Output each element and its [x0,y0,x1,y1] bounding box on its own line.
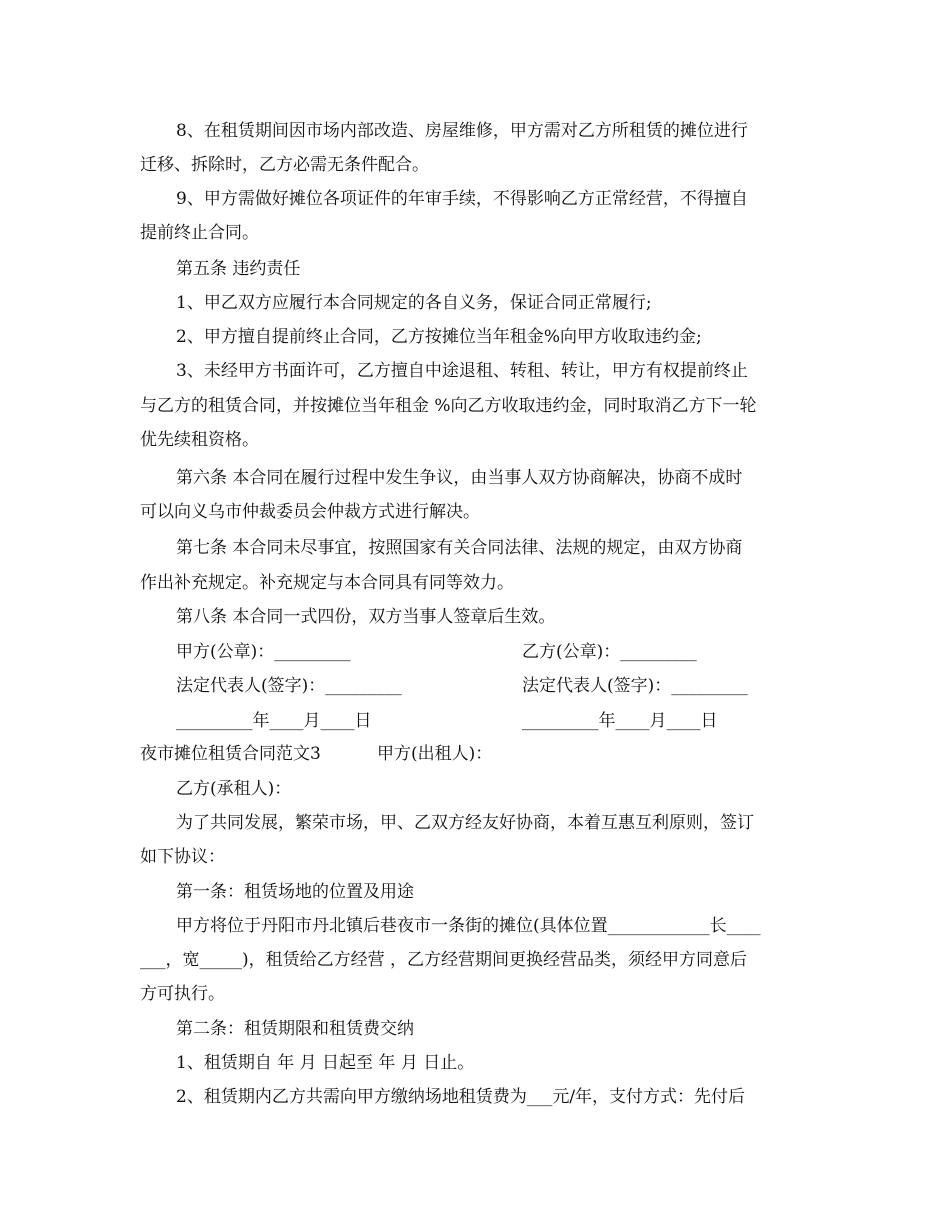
party-a-seal: 甲方(公章)：_________ [176,642,351,662]
text-line: 方可执行。 [140,984,225,1004]
text-line: 如下协议： [140,847,225,867]
text-line: 2、租赁期内乙方共需向甲方缴纳场地租赁费为___元/年，支付方式：先付后 [176,1087,746,1107]
text-line: 甲方将位于丹阳市丹北镇后巷夜市一条街的摊位(具体位置____________长____ [176,916,761,936]
party-a-date: _________年____月____日 [176,711,372,731]
lessor-label: 甲方(出租人)： [377,744,493,764]
party-a-representative: 法定代表人(签字)：_________ [176,676,402,696]
text-line: 第八条 本合同一式四份，双方当事人签章后生效。 [176,607,556,627]
text-line: 迁移、拆除时，乙方必需无条件配合。 [140,155,429,175]
text-line: ___，宽_____)，租赁给乙方经营 ，乙方经营期间更换经营品类，须经甲方同意后 [140,950,748,970]
text-line: 9、甲方需做好摊位各项证件的年审手续，不得影响乙方正常经营，不得擅自 [176,189,748,209]
text-line: 8、在租赁期间因市场内部改造、房屋维修，甲方需对乙方所租赁的摊位进行 [176,121,748,141]
lessee-label: 乙方(承租人)： [176,779,292,799]
text-line: 为了共同发展，繁荣市场，甲、乙双方经友好协商，本着互惠互利原则，签订 [176,813,754,833]
text-line: 第六条 本合同在履行过程中发生争议，由当事人双方协商解决，协商不成时 [176,468,743,488]
text-line: 可以向义乌市仲裁委员会仲裁方式进行解决。 [140,502,480,522]
text-line: 优先续租资格。 [140,430,259,450]
text-line: 2、甲方擅自提前终止合同，乙方按摊位当年租金%向甲方收取违约金; [176,327,702,347]
party-b-date: _________年____月____日 [522,711,718,731]
section-heading: 第五条 违约责任 [176,259,301,279]
text-line: 提前终止合同。 [140,223,259,243]
text-line: 1、甲乙双方应履行本合同规定的各自义务，保证合同正常履行; [176,293,652,313]
section-heading: 第二条：租赁期限和租赁费交纳 [176,1019,414,1039]
contract-heading-3: 夜市摊位租赁合同范文3 [140,744,321,764]
text-line: 第七条 本合同未尽事宜，按照国家有关合同法律、法规的规定，由双方协商 [176,538,743,558]
text-line: 与乙方的租赁合同，并按摊位当年租金 %向乙方收取违约金，同时取消乙方下一轮 [140,396,757,416]
section-heading: 第一条：租赁场地的位置及用途 [176,882,414,902]
text-line: 作出补充规定。补充规定与本合同具有同等效力。 [140,573,514,593]
text-line: 1、租赁期自 年 月 日起至 年 月 日止。 [176,1053,475,1073]
text-line: 3、未经甲方书面许可，乙方擅自中途退租、转租、转让，甲方有权提前终止 [176,361,748,381]
party-b-seal: 乙方(公章)：_________ [522,642,697,662]
party-b-representative: 法定代表人(签字)：_________ [522,676,748,696]
